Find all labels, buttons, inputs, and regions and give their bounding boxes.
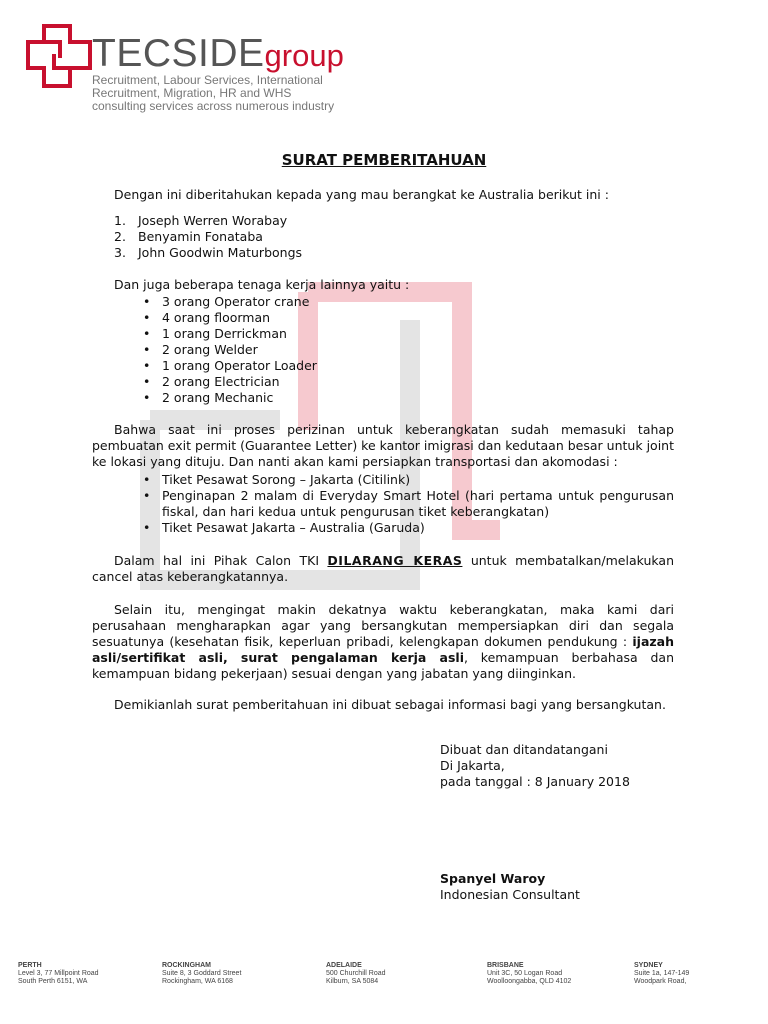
brand-group: group [264, 38, 344, 73]
list-item: 2 orang Mechanic [162, 390, 274, 405]
list-item: 2 orang Welder [162, 342, 258, 357]
intro-text: Dengan ini diberitahukan kepada yang mau berangkat ke Australia berikut ini : [114, 187, 609, 202]
list-item: 1 orang Derrickman [162, 326, 287, 341]
tagline-line: Recruitment, Labour Services, International [92, 73, 323, 87]
signer-role: Indonesian Consultant [440, 887, 580, 902]
closing-text: Demikianlah surat pemberitahuan ini dibuat sebagai informasi bagi yang bersangkutan. [114, 697, 666, 712]
signoff-line: Dibuat dan ditandatangani [440, 742, 608, 757]
letter-title: SURAT PEMBERITAHUAN [281, 151, 487, 169]
brand-tagline [92, 74, 334, 113]
process-paragraph [92, 422, 674, 470]
warning-paragraph: Dalam hal ini Pihak Calon TKI DILARANG KERAS untuk membatalkan/melakukan cancel atas keberangkatannya. [92, 553, 674, 584]
emphasis-text: DILARANG KERAS [327, 553, 463, 568]
process-text: Bahwa saat ini proses perizinan untuk keberangkatan sudah memasuki tahap pembuatan exit permit (Guarantee Letter) ke kantor imigrasi dan kedutaan besar untuk joint ke lokasi yang dituju. Dan nanti akan kami persiapkan transportasi dan akomodasi : [92, 422, 674, 469]
brand-name [92, 34, 344, 76]
list-item: Tiket Pesawat Sorong – Jakarta (Citilink) [162, 472, 411, 487]
list-item: 2 orang Electrician [162, 374, 280, 389]
required-documents: ijazah asli/sertifikat asli, surat pengalaman kerja asli [92, 634, 674, 665]
list-item: 1 orang Operator Loader [162, 358, 317, 373]
signoff-line: Di Jakarta, [440, 758, 505, 773]
footer-office-rockingham: ROCKINGHAM Suite 8, 3 Goddard Street Rockingham, WA 6168 [162, 962, 242, 985]
preparation-paragraph: Selain itu, mengingat makin dekatnya waktu keberangkatan, maka kami dari perusahaan mengharapkan agar yang bersangkutan mempersiapkan diri dan segala sesuatunya (kesehatan fisik, keperluan pribadi, kelengkapan dokumen pendukung : ijazah asli/sertifikat asli, surat pengalaman kerja asli, kemampuan berbahasa dan kemampuan bidang pekerjaan) sesuai dengan yang jabatan yang diinginkan. [92, 602, 674, 681]
workers-intro: Dan juga beberapa tenaga kerja lainnya yaitu : [114, 277, 410, 292]
list-item: 3 orang Operator crane [162, 294, 310, 309]
footer-office-sydney: SYDNEY Suite 1a, 147-149 Woodpark Road, [634, 962, 690, 985]
list-item: Joseph Werren Worabay [138, 213, 288, 228]
footer-office-brisbane: BRISBANE Unit 3C, 50 Logan Road Woolloongabba, QLD 4102 [487, 962, 572, 985]
footer-office-perth: PERTH Level 3, 77 Millpoint Road South Perth 6151, WA [18, 962, 99, 985]
brand-main: TECSIDE [92, 32, 265, 75]
list-item: Benyamin Fonataba [138, 229, 263, 244]
footer-office-adelaide: ADELAIDE 500 Churchill Road Kilburn, SA 5084 [326, 962, 386, 985]
signer-name: Spanyel Waroy [440, 871, 546, 886]
tecside-logo-icon [24, 22, 94, 90]
tagline-line: Recruitment, Migration, HR and WHS [92, 86, 292, 100]
tagline-line: consulting services across numerous industry [92, 99, 335, 113]
list-item: 4 orang floorman [162, 310, 271, 325]
list-item: John Goodwin Maturbongs [138, 245, 303, 260]
list-item: Penginapan 2 malam di Everyday Smart Hotel (hari pertama untuk pengurusan fiskal, dan hari kedua untuk pengurusan tiket keberangkatan) [162, 488, 674, 519]
signoff-date: pada tanggal : 8 January 2018 [440, 774, 630, 789]
list-item: Tiket Pesawat Jakarta – Australia (Garuda) [162, 520, 425, 535]
